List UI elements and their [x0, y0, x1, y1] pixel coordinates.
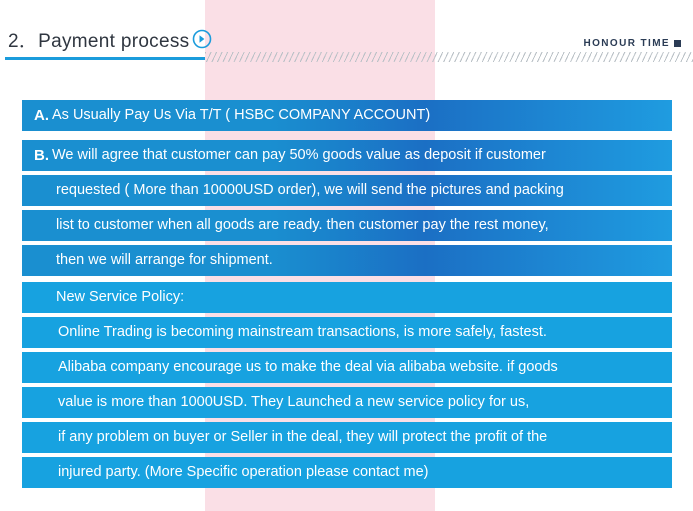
item-text: value is more than 1000USD. They Launched a new service policy for us,: [58, 394, 530, 410]
slide-header: [0, 0, 693, 70]
item-text: New Service Policy:: [56, 289, 185, 305]
item-text: injured party. (More Specific operation please contact me): [58, 464, 429, 480]
list-item: [22, 422, 672, 453]
list-item: [22, 317, 672, 348]
circle-arrow-right-icon: [192, 29, 212, 49]
page-title: 2．Payment process: [8, 31, 190, 52]
list-item: [22, 282, 672, 313]
brand-square-icon: [674, 40, 681, 47]
list-item: [22, 175, 672, 206]
item-letter: A.: [34, 107, 49, 124]
list-item: [22, 352, 672, 383]
header-hatch-divider: [205, 52, 693, 62]
item-letter: B.: [34, 147, 49, 164]
item-text: if any problem on buyer or Seller in the deal, they will protect the profit of the: [58, 429, 548, 445]
list-item: [22, 457, 672, 488]
list-item: [22, 100, 672, 131]
item-text: list to customer when all goods are ready. then customer pay the rest money,: [56, 217, 549, 233]
item-text: We will agree that customer can pay 50% goods value as deposit if customer: [52, 147, 546, 163]
list-item: [22, 140, 672, 171]
item-text: Online Trading is becoming mainstream transactions, is more safely, fastest.: [58, 324, 547, 340]
brand-label: [583, 38, 681, 49]
content-bars: [22, 100, 672, 488]
item-text: As Usually Pay Us Via T/T ( HSBC COMPANY ACCOUNT): [52, 107, 431, 123]
title-underline: [5, 57, 205, 60]
list-item: [22, 210, 672, 241]
item-text: then we will arrange for shipment.: [56, 252, 273, 268]
item-text: requested ( More than 10000USD order), we will send the pictures and packing: [56, 182, 564, 198]
brand-text: HONOUR TIME: [583, 38, 670, 49]
item-text: Alibaba company encourage us to make the deal via alibaba website. if goods: [58, 359, 558, 375]
list-item: [22, 245, 672, 276]
list-item: [22, 387, 672, 418]
